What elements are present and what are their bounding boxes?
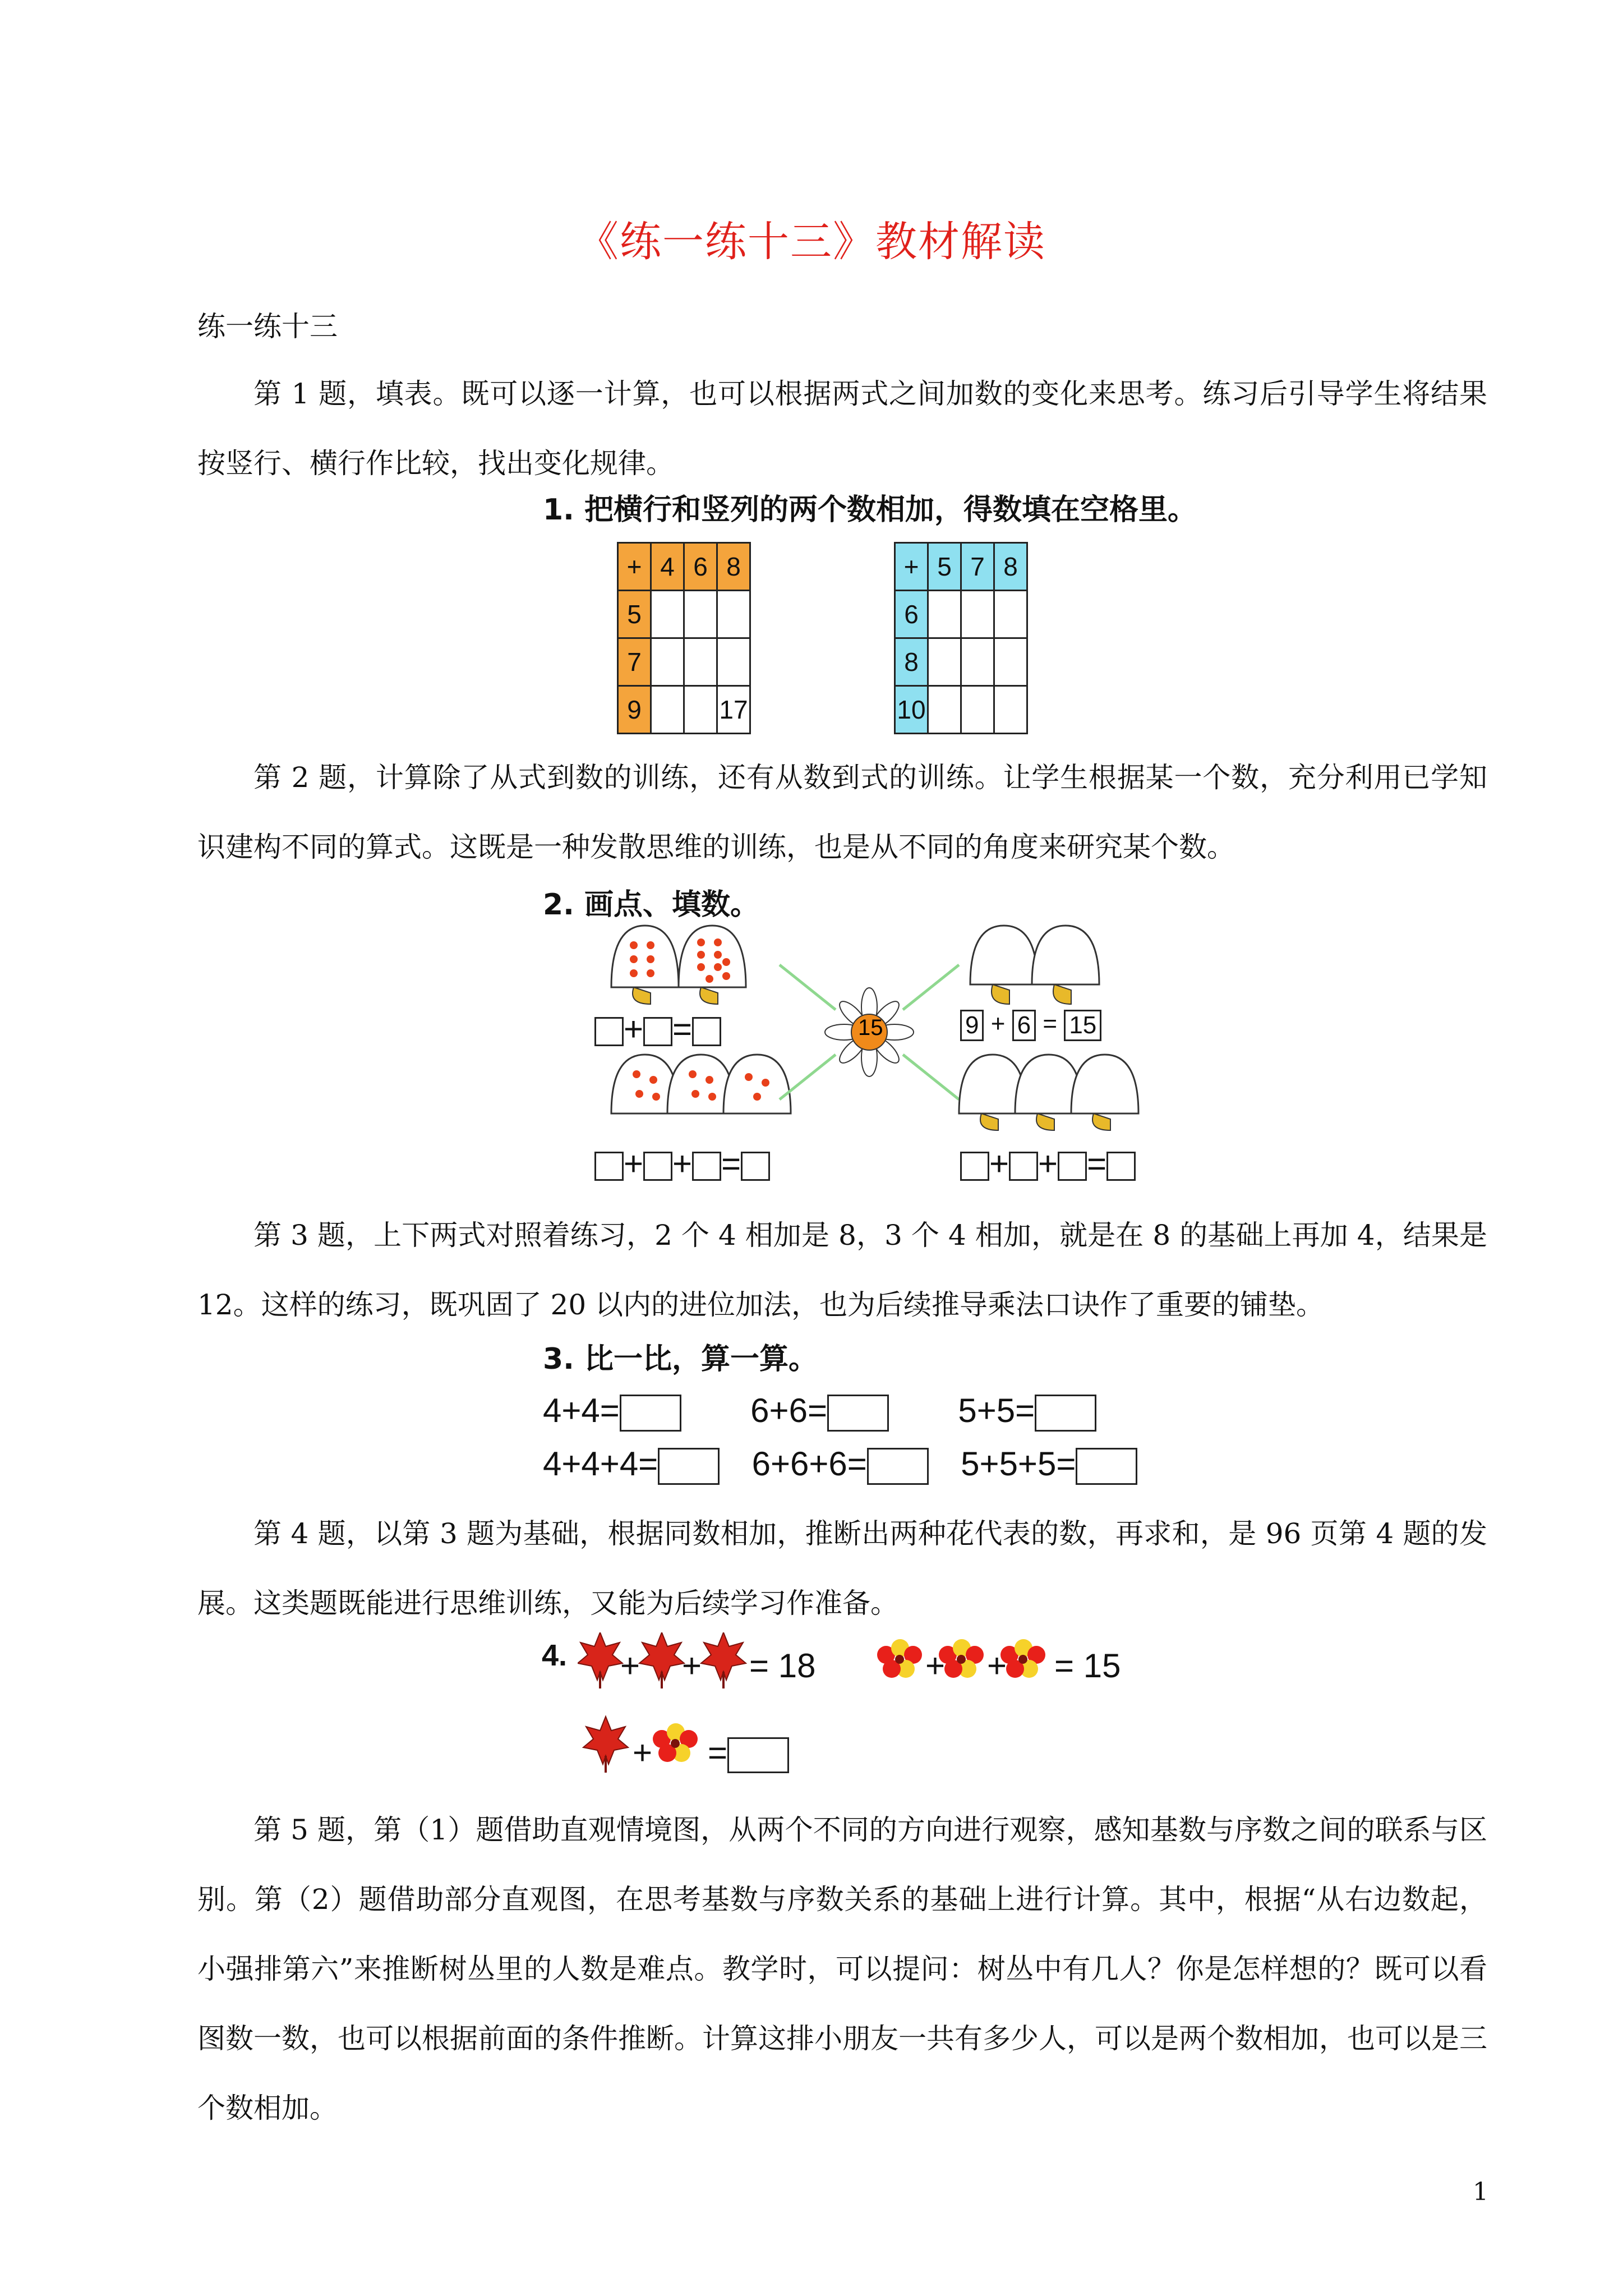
- flower-center-number: 15: [858, 1015, 883, 1040]
- flower-sum: = 15: [1054, 1647, 1121, 1685]
- paragraph-2: 第 2 题，计算除了从式到数的训练，还有从数到式的训练。让学生根据某一个数，充分利用已学知识建构不同的算式。这既是一种发散思维的训练，也是从不同的角度来研究某个数。: [197, 761, 1487, 863]
- table-cell: [961, 591, 994, 638]
- flower-icon: [653, 1723, 698, 1762]
- table-cell: 10: [895, 686, 928, 734]
- paragraph-4: 第 4 题，以第 3 题为基础，根据同数相加，推断出两种花代表的数，再求和，是 96 页第 4 题的发展。这类题既能进行思维训练，又能为后续学习作准备。: [197, 1517, 1487, 1619]
- table-cell: +: [618, 543, 651, 591]
- q4-plus: +: [633, 1734, 653, 1772]
- table-cell: 9: [618, 686, 651, 734]
- mushroom-icon: [959, 1055, 1138, 1130]
- table-cell: [994, 686, 1027, 734]
- mushroom-dotted-icon: [611, 1055, 791, 1114]
- table-cell: [684, 638, 717, 686]
- flower-icon: [939, 1639, 984, 1678]
- q3-row-1: 4+4= 6+6= 5+5=: [543, 1391, 1096, 1432]
- table-cell: [717, 591, 750, 638]
- table-cell: [684, 686, 717, 734]
- table-cell: 7: [961, 543, 994, 591]
- table-cell: [961, 638, 994, 686]
- leaf-sum: = 18: [749, 1647, 816, 1685]
- q1-heading: 1. 把横行和竖列的两个数相加，得数填在空格里。: [543, 493, 1197, 527]
- q3-heading: 3. 比一比，算一算。: [543, 1342, 818, 1376]
- q4-plus: +: [620, 1647, 640, 1685]
- table-cell: [717, 638, 750, 686]
- table-cell: 6: [684, 543, 717, 591]
- table-cell: 8: [717, 543, 750, 591]
- q2-expr-top-left: + =: [594, 1010, 721, 1048]
- q4-number: 4.: [542, 1639, 568, 1672]
- table-cell: [928, 638, 961, 686]
- table-cell: +: [895, 543, 928, 591]
- table-cell: 7: [618, 638, 651, 686]
- q4-plus: +: [682, 1647, 702, 1685]
- table-cell: 4: [651, 543, 684, 591]
- table-cell: [684, 591, 717, 638]
- addition-table-right: [894, 542, 1028, 734]
- maple-leaf-icon: [583, 1717, 628, 1773]
- page-title: 《练一练十三》教材解读: [577, 218, 1046, 266]
- paragraph-1: 第 1 题，填表。既可以逐一计算，也可以根据两式之间加数的变化来思考。练习后引导学生将结果按竖行、横行作比较，找出变化规律。: [197, 378, 1487, 480]
- table-cell: 6: [895, 591, 928, 638]
- q3-row-2: 4+4+4= 6+6+6= 5+5+5=: [543, 1444, 1137, 1485]
- addition-table-left: [617, 542, 751, 734]
- flower-icon: [877, 1639, 922, 1678]
- table-cell: [928, 686, 961, 734]
- maple-leaf-icon: [639, 1632, 684, 1688]
- table-cell: 5: [928, 543, 961, 591]
- maple-leaf-icon: [578, 1632, 623, 1688]
- table-cell: [651, 686, 684, 734]
- q4-eq: =: [708, 1733, 789, 1773]
- mushroom-dotted-icon: [611, 926, 746, 1004]
- q2-expr-filled: 9 + 6 = 15: [960, 1010, 1101, 1041]
- table-cell: [994, 591, 1027, 638]
- table-cell: [994, 638, 1027, 686]
- q4-plus: +: [925, 1647, 946, 1685]
- table-cell: [651, 591, 684, 638]
- maple-leaf-icon: [701, 1632, 746, 1688]
- table-cell: 17: [717, 686, 750, 734]
- paragraph-5: 第 5 题，第（1）题借助直观情境图，从两个不同的方向进行观察，感知基数与序数之间的联系与区别。第（2）题借助部分直观图，在思考基数与序数关系的基础上进行计算。其中，根据“从右边数起，小强排第六”来推断树丛里的人数是难点。教学时，可以提问：树丛中有几人？你是怎样想的？既可以看图数一数，也可以根据前面的条件推断。计算这排小朋友一共有多少人，可以是两个数相加，也可以是三个数相加。: [197, 1814, 1487, 2124]
- table-cell: 5: [618, 591, 651, 638]
- paragraph-3: 第 3 题，上下两式对照着练习，2 个 4 相加是 8，3 个 4 相加，就是在 8 的基础上再加 4，结果是 12。这样的练习，既巩固了 20 以内的进位加法，也为后续推导乘法口诀作了重要的铺垫。: [197, 1219, 1487, 1321]
- q4-plus: +: [987, 1647, 1007, 1685]
- table-cell: [961, 686, 994, 734]
- flower-icon: [1000, 1639, 1045, 1678]
- q2-expr-bottom-left: + + =: [594, 1144, 770, 1183]
- table-cell: [651, 638, 684, 686]
- q2-expr-bottom-right: + + =: [960, 1144, 1136, 1183]
- page-number: 1: [1473, 2178, 1488, 2206]
- table-cell: [928, 591, 961, 638]
- mushroom-icon: [970, 926, 1099, 1004]
- table-cell: 8: [994, 543, 1027, 591]
- table-cell: 8: [895, 638, 928, 686]
- q2-heading: 2. 画点、填数。: [543, 888, 760, 922]
- section-label: 练一练十三: [197, 310, 338, 343]
